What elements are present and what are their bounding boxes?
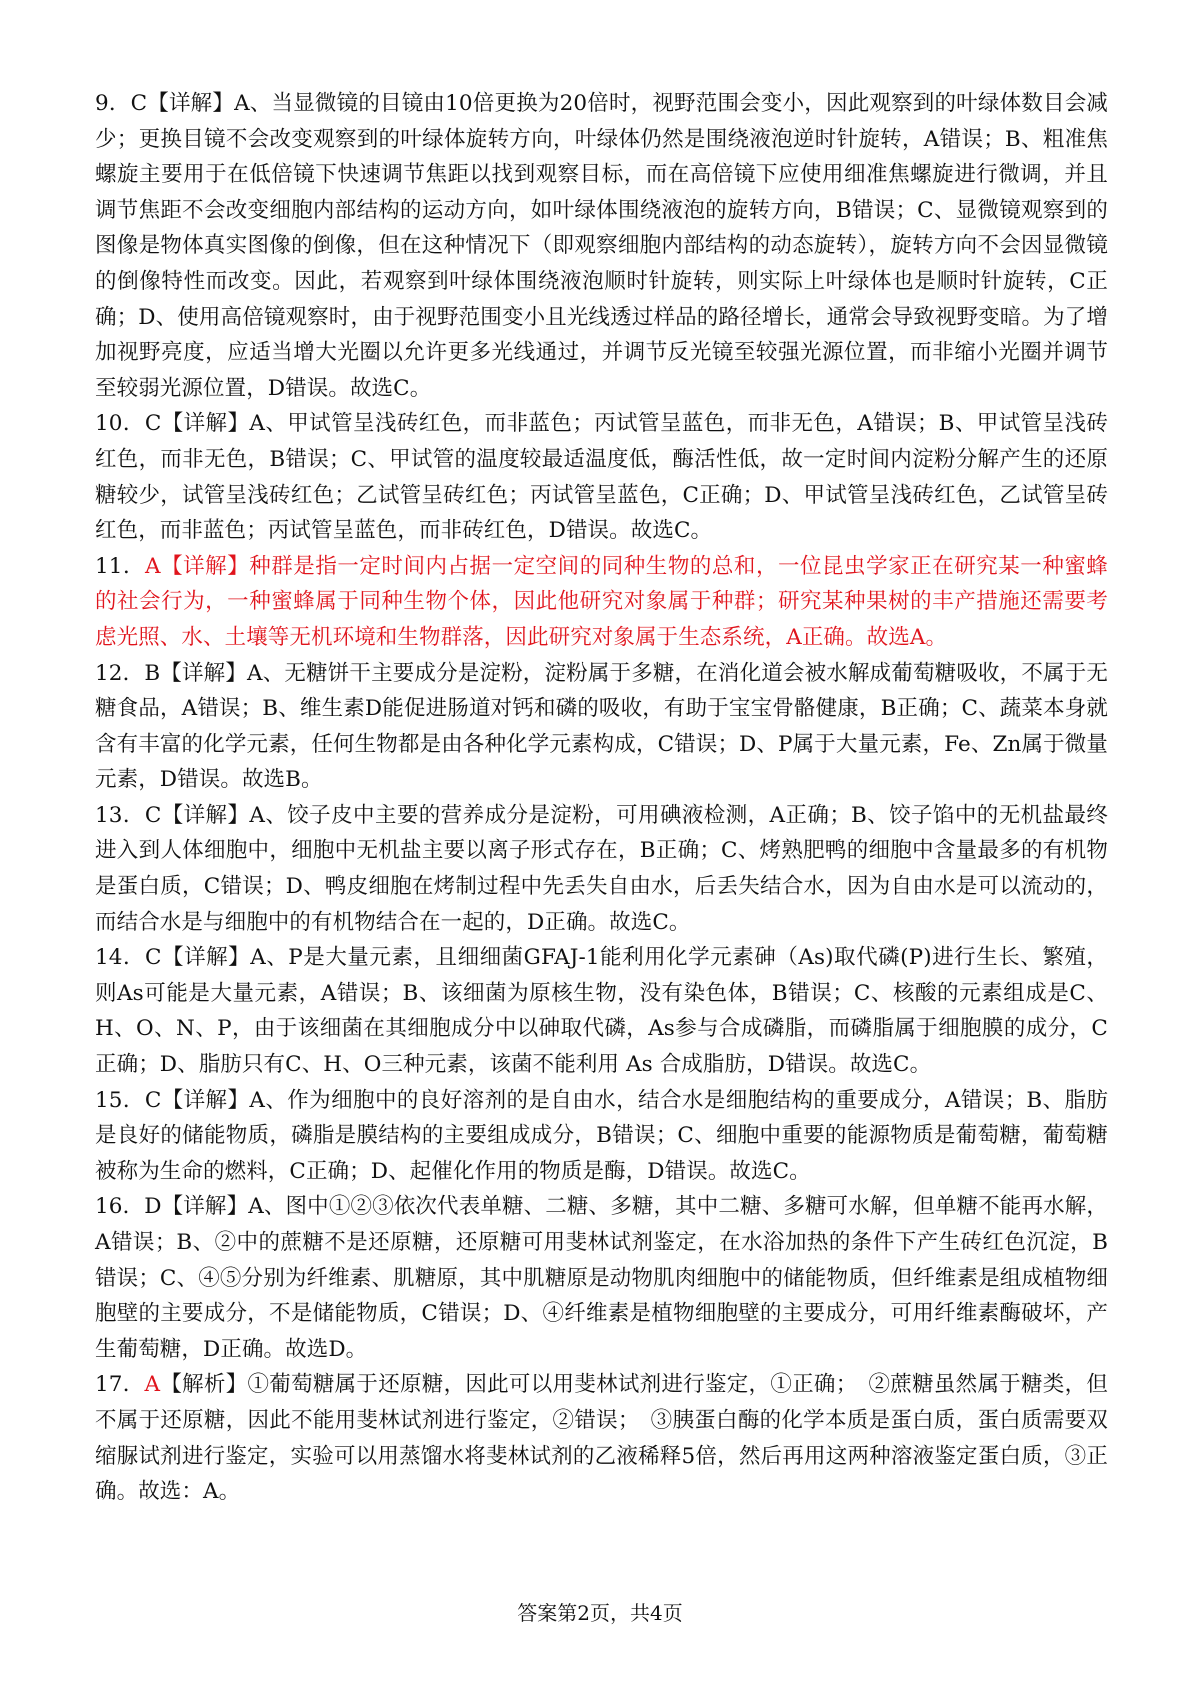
question-number: 14．	[95, 945, 146, 971]
explanation-tag: 【详解】	[161, 945, 251, 971]
explanation-text: A、图中①②③依次代表单糖、二糖、多糖，其中二糖、多糖可水解，但单糖不能再水解，A错误；B、②中的蔗糖不是还原糖，还原糖可用斐林试剂鉴定，在水浴加热的条件下产生砖红色沉淀，B错误；C、④⑤分别为纤维素、肌糖原，其中肌糖原是动物肌肉细胞中的储能物质，但纤维素是组成植物细胞壁的主要成分，不是储能物质，C错误；D、④纤维素是植物细胞壁的主要成分，可用纤维素酶破坏，产生葡萄糖，D正确。故选D。	[95, 1194, 1108, 1362]
explanation-tag: 【详解】	[161, 1087, 250, 1113]
page-footer: 答案第2页，共4页	[517, 1601, 683, 1625]
explanation-text: A、饺子皮中主要的营养成分是淀粉，可用碘液检测，A正确；B、饺子馅中的无机盐最终进入到人体细胞中，细胞中无机盐主要以离子形式存在，B正确；C、烤熟肥鸭的细胞中含量最多的有机物是蛋白质，C错误；D、鸭皮细胞在烤制过程中先丢失自由水，后丢失结合水，因为自由水是可以流动的，而结合水是与细胞中的有机物结合在一起的，D正确。故选C。	[95, 802, 1108, 935]
answer-letter: C	[144, 411, 162, 437]
explanation-tag: 【详解】	[161, 411, 250, 437]
question-number: 12．	[95, 660, 145, 686]
question-number: 10．	[95, 411, 145, 437]
explanation-text: A、作为细胞中的良好溶剂的是自由水，结合水是细胞结构的重要成分，A错误；B、脂肪是良好的储能物质，磷脂是膜结构的主要组成成分，B错误；C、细胞中重要的能源物质是葡萄糖，葡萄糖被称为生命的燃料，C正确；D、起催化作用的物质是酶，D错误。故选C。	[95, 1087, 1108, 1184]
explanation-tag: 【详解】	[147, 91, 235, 116]
answer-entry-9	[95, 86, 1108, 406]
explanation-text: 种群是指一定时间内占据一定空间的同种生物的总和，一位昆虫学家正在研究某一种蜜蜂的社会行为，一种蜜蜂属于同种生物个体，因此他研究对象属于种群；研究某种果树的丰产措施还需要考虑光照、水、土壤等无机环境和生物群落，因此研究对象属于生态系统，A正确。故选A。	[95, 553, 1108, 650]
answer-letter: B	[144, 660, 161, 686]
question-number: 9．	[95, 91, 131, 116]
question-number: 16．	[95, 1194, 145, 1220]
answer-letter: A	[145, 553, 161, 579]
answer-entry-16	[95, 1189, 1108, 1367]
answer-entry-13	[95, 798, 1108, 940]
explanation-tag: 【解析】	[160, 1372, 248, 1398]
explanation-tag: 【详解】	[160, 660, 247, 686]
question-number: 11．	[95, 553, 146, 579]
explanation-text: A、当显微镜的目镜由10倍更换为20倍时，视野范围会变小，因此观察到的叶绿体数目会减少；更换目镜不会改变观察到的叶绿体旋转方向，叶绿体仍然是围绕液泡逆时针旋转，A错误；B、粗准焦螺旋主要用于在低倍镜下快速调节焦距以找到观察目标，而在高倍镜下应使用细准焦螺旋进行微调，并且调节焦距不会改变细胞内部结构的运动方向，如叶绿体围绕液泡的旋转方向，B错误；C、显微镜观察到的图像是物体真实图像的倒像，但在这种情况下（即观察细胞内部结构的动态旋转），旋转方向不会因显微镜的倒像特性而改变。因此，若观察到叶绿体围绕液泡顺时针旋转，则实际上叶绿体也是顺时针旋转，C正确；D、使用高倍镜观察时，由于视野范围变小且光线透过样品的路径增长，通常会导致视野变暗。为了增加视野亮度，应适当增大光圈以允许更多光线通过，并调节反光镜至较强光源位置，而非缩小光圈并调节至较弱光源位置，D错误。故选C。	[95, 91, 1108, 401]
question-number: 13．	[95, 802, 145, 828]
answer-letter: C	[144, 1087, 162, 1113]
answer-entry-11	[95, 549, 1108, 656]
explanation-tag: 【详解】	[160, 553, 250, 579]
answer-entry-10	[95, 406, 1108, 548]
explanation-tag: 【详解】	[161, 1194, 249, 1220]
answer-entry-14	[95, 940, 1108, 1082]
answer-letter: C	[144, 802, 162, 828]
answer-letter: C	[145, 945, 162, 971]
explanation-text: ①葡萄糖属于还原糖，因此可以用斐林试剂进行鉴定，①正确； ②蔗糖虽然属于糖类，但不属于还原糖，因此不能用斐林试剂进行鉴定，②错误； ③胰蛋白酶的化学本质是蛋白质，蛋白质需要双缩脲试剂进行鉴定，实验可以用蒸馏水将斐林试剂的乙液稀释5倍，然后再用这两种溶液鉴定蛋白质，③正确。故选：A。	[95, 1372, 1108, 1505]
answer-entry-17	[95, 1367, 1108, 1509]
question-number: 15．	[95, 1087, 145, 1113]
explanation-text: A、无糖饼干主要成分是淀粉，淀粉属于多糖，在消化道会被水解成葡萄糖吸收，不属于无糖食品，A错误；B、维生素D能促进肠道对钙和磷的吸收，有助于宝宝骨骼健康，B正确；C、蔬菜本身就含有丰富的化学元素，任何生物都是由各种化学元素构成，C错误；D、P属于大量元素，Fe、Zn属于微量元素，D错误。故选B。	[95, 660, 1108, 793]
answer-letter: C	[130, 91, 148, 116]
answer-letter: A	[144, 1372, 161, 1398]
explanation-text: A、P是大量元素，且细细菌GFAJ-1能利用化学元素砷（As)取代磷(P)进行生长、繁殖，则As可能是大量元素，A错误；B、该细菌为原核生物，没有染色体，B错误；C、核酸的元素组成是C、H、O、N、P，由于该细菌在其细胞成分中以砷取代磷，As参与合成磷脂，而磷脂属于细胞膜的成分，C正确；D、脂肪只有C、H、O三种元素，该菌不能利用 As 合成脂肪，D错误。故选C。	[95, 945, 1109, 1078]
answer-entry-12	[95, 656, 1108, 798]
answer-letter: D	[144, 1194, 162, 1220]
question-number: 17．	[95, 1372, 145, 1398]
answer-entry-15	[95, 1083, 1108, 1190]
explanation-tag: 【详解】	[161, 802, 250, 828]
explanation-text: A、甲试管呈浅砖红色，而非蓝色；丙试管呈蓝色，而非无色，A错误；B、甲试管呈浅砖红色，而非无色，B错误；C、甲试管的温度较最适温度低，酶活性低，故一定时间内淀粉分解产生的还原糖较少，试管呈浅砖红色；乙试管呈砖红色；丙试管呈蓝色，C正确；D、甲试管呈浅砖红色，乙试管呈砖红色，而非蓝色；丙试管呈蓝色，而非砖红色，D错误。故选C。	[95, 411, 1108, 544]
